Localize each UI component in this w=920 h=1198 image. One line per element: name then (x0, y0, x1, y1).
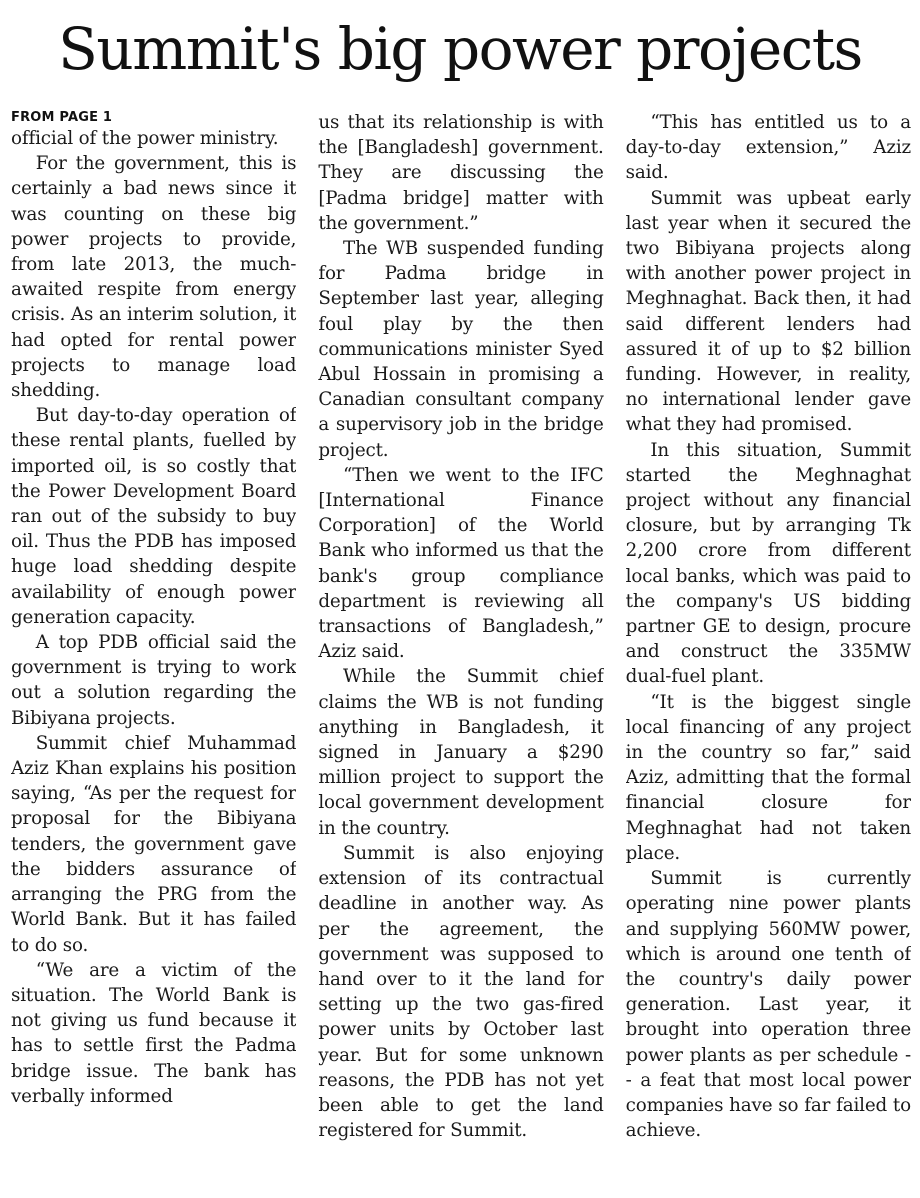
paragraph: For the government, this is certainly a bad news since it was counting on these big power projects to provide, from late 2013, the much-awaited respite from energy crisis. As an interim solution, it had opted for rental power projects to manage load shedding. (11, 153, 297, 402)
paragraph: But day-to-day operation of these rental plants, fuelled by imported oil, is so costly that the Power Development Board ran out of the subsidy to buy oil. Thus the PDB has imposed huge load shedding despite availability of enough power generation capacity. (11, 405, 297, 628)
paragraph: Summit is also enjoying extension of its contractual deadline in another way. As per the agreement, the government was supposed to hand over to it the land for setting up the two gas-fired power units by October last year. But for some unknown reasons, the PDB has not yet been able to get the land registered for Summit. (318, 842, 604, 1142)
paragraph: Summit is currently operating nine power plants and supplying 560MW power, which is around one tenth of the country's daily power generation. Last year, it brought into operation three power plants as per schedule -- a feat that most local power companies have so far failed to achieve. (625, 868, 911, 1142)
paragraph: Summit chief Muhammad Aziz Khan explains his position saying, “As per the request for proposal for the Bibiyana tenders, the government gave the bidders assurance of arranging the PRG from the World Bank. But it has failed to do so. (11, 732, 297, 956)
jump-kicker: FROM PAGE 1 (11, 110, 113, 125)
paragraph: “This has entitled us to a day-to-day extension,” Aziz said. (625, 112, 911, 184)
paragraph: While the Summit chief claims the WB is not funding anything in Bangladesh, it signed in January a $290 million project to support the local government development in the country. (318, 666, 604, 839)
paragraph: “Then we went to the IFC [International Finance Corporation] of the World Bank who informed us that the bank's group compliance department is reviewing all transactions of Bangladesh,” Aziz said. (318, 464, 604, 663)
paragraph: In this situation, Summit started the Meghnaghat project without any financial closure, but by arranging Tk 2,200 crore from different local banks, which was paid to the company's US bidding partner GE to design, procure and construct the 335MW dual-fuel plant. (625, 439, 911, 688)
article-body (11, 106, 911, 1198)
column-2 (318, 110, 603, 1198)
paragraph: Summit was upbeat early last year when it secured the two Bibiyana projects along with another power project in Meghnaghat. Back then, it had said different lenders had assured it of up to $2 billion funding. However, in reality, no international lender gave what they had promised. (625, 187, 911, 436)
paragraph: “It is the biggest single local financing of any project in the country so far,” said Aziz, admitting that the formal financial closure for Meghnaghat had not taken place. (625, 691, 911, 864)
paragraph: A top PDB official said the government is trying to work out a solution regarding the Bibiyana projects. (11, 632, 297, 729)
column-3 (626, 110, 911, 1198)
paragraph: The WB suspended funding for Padma bridge in September last year, alleging foul play by the then communications minister Syed Abul Hossain in promising a Canadian consultant company a supervisory job in the bridge project. (318, 238, 604, 461)
paragraph: official of the power ministry. (11, 128, 279, 149)
paragraph: us that its relationship is with the [Bangladesh] government. They are discussing the [Padma bridge] matter with the government.” (318, 112, 604, 234)
headline: Summit's big power projects (58, 15, 862, 83)
column-1 (11, 106, 296, 1198)
paragraph: “We are a victim of the situation. The World Bank is not giving us fund because it has to settle first the Padma bridge issue. The bank has verbally informed (11, 959, 297, 1107)
